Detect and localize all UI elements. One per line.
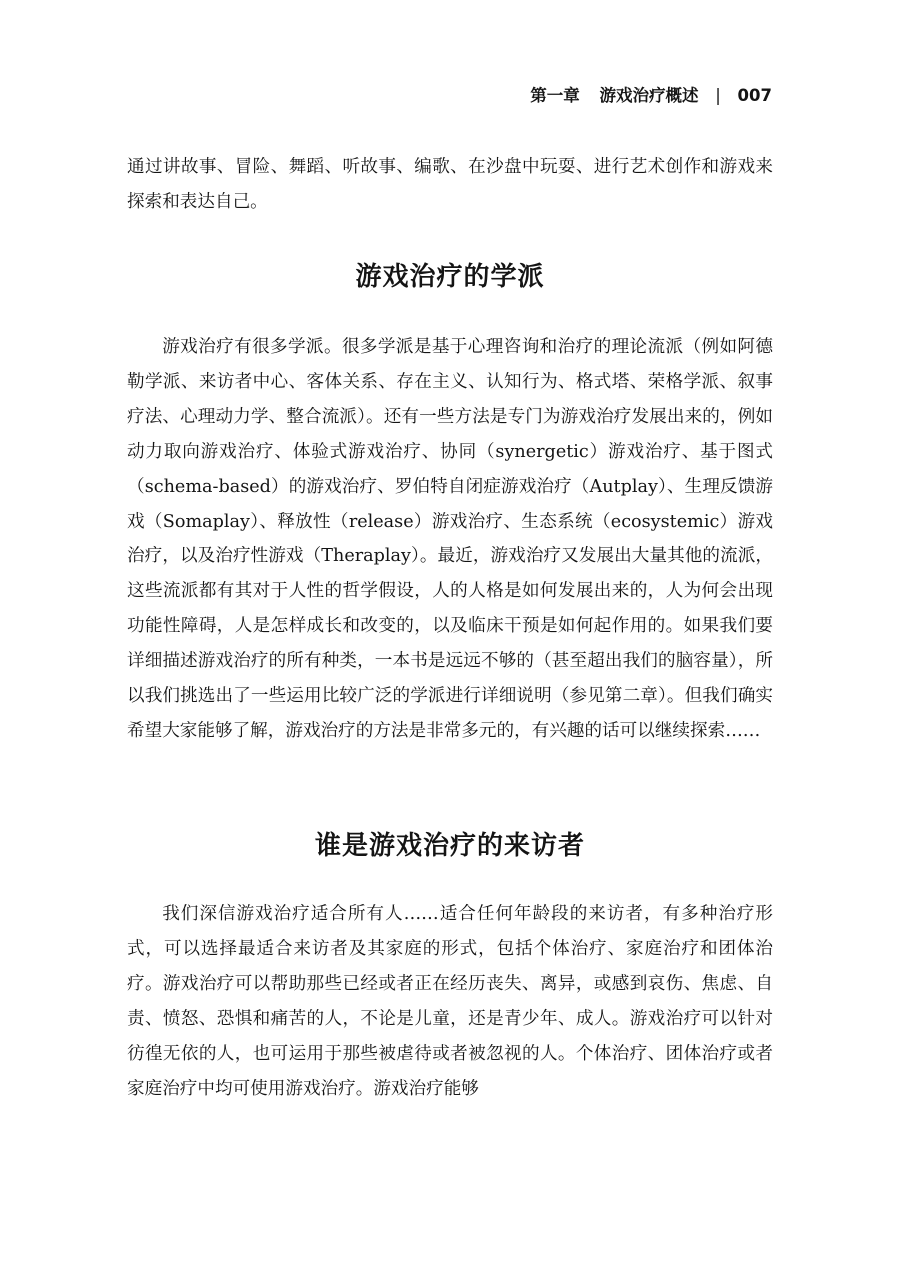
section-heading-clients: 谁是游戏治疗的来访者: [314, 831, 585, 861]
header-separator: |: [715, 86, 721, 105]
running-header: [530, 84, 772, 108]
paragraph-schools: 游戏治疗有很多学派。很多学派是基于心理咨询和治疗的理论流派（例如阿德勒学派、来访者中心、客体关系、存在主义、认知行为、格式塔、荣格学派、叙事疗法、心理动力学、整合流派）。还有一些方法是专门为游戏治疗发展出来的，例如动力取向游戏治疗、体验式游戏治疗、协同（synergetic）游戏治疗、基于图式（schema-based）的游戏治疗、罗伯特自闭症游戏治疗（Autplay）、生理反馈游戏（Somaplay）、释放性（release）游戏治疗、生态系统（ecosystemic）游戏治疗，以及治疗性游戏（Theraplay）。最近，游戏治疗又发展出大量其他的流派，这些流派都有其对于人性的哲学假设，人的人格是如何发展出来的，人为何会出现功能性障碍，人是怎样成长和改变的，以及临床干预是如何起作用的。如果我们要详细描述游戏治疗的所有种类，一本书是远远不够的（甚至超出我们的脑容量），所以我们挑选出了一些运用比较广泛的学派进行详细说明（参见第二章）。但我们确实希望大家能够了解，游戏治疗的方法是非常多元的，有兴趣的话可以继续探索……: [127, 337, 773, 741]
page-number: 007: [737, 86, 772, 105]
section-heading-schools: 游戏治疗的学派: [355, 262, 545, 292]
paragraph-intro-continuation: 通过讲故事、冒险、舞蹈、听故事、编歌、在沙盘中玩耍、进行艺术创作和游戏来探索和表达自己。: [127, 157, 773, 212]
paragraph-clients: 我们深信游戏治疗适合所有人……适合任何年龄段的来访者，有多种治疗形式，可以选择最适合来访者及其家庭的形式，包括个体治疗、家庭治疗和团体治疗。游戏治疗可以帮助那些已经或者正在经历丧失、离异，或感到哀伤、焦虑、自责、愤怒、恐惧和痛苦的人，不论是儿童，还是青少年、成人。游戏治疗可以针对彷徨无依的人，也可运用于那些被虐待或者被忽视的人。个体治疗、团体治疗或者家庭治疗中均可使用游戏治疗。游戏治疗能够: [127, 904, 773, 1099]
chapter-title: 游戏治疗概述: [599, 86, 699, 105]
chapter-number: 第一章: [530, 86, 580, 105]
